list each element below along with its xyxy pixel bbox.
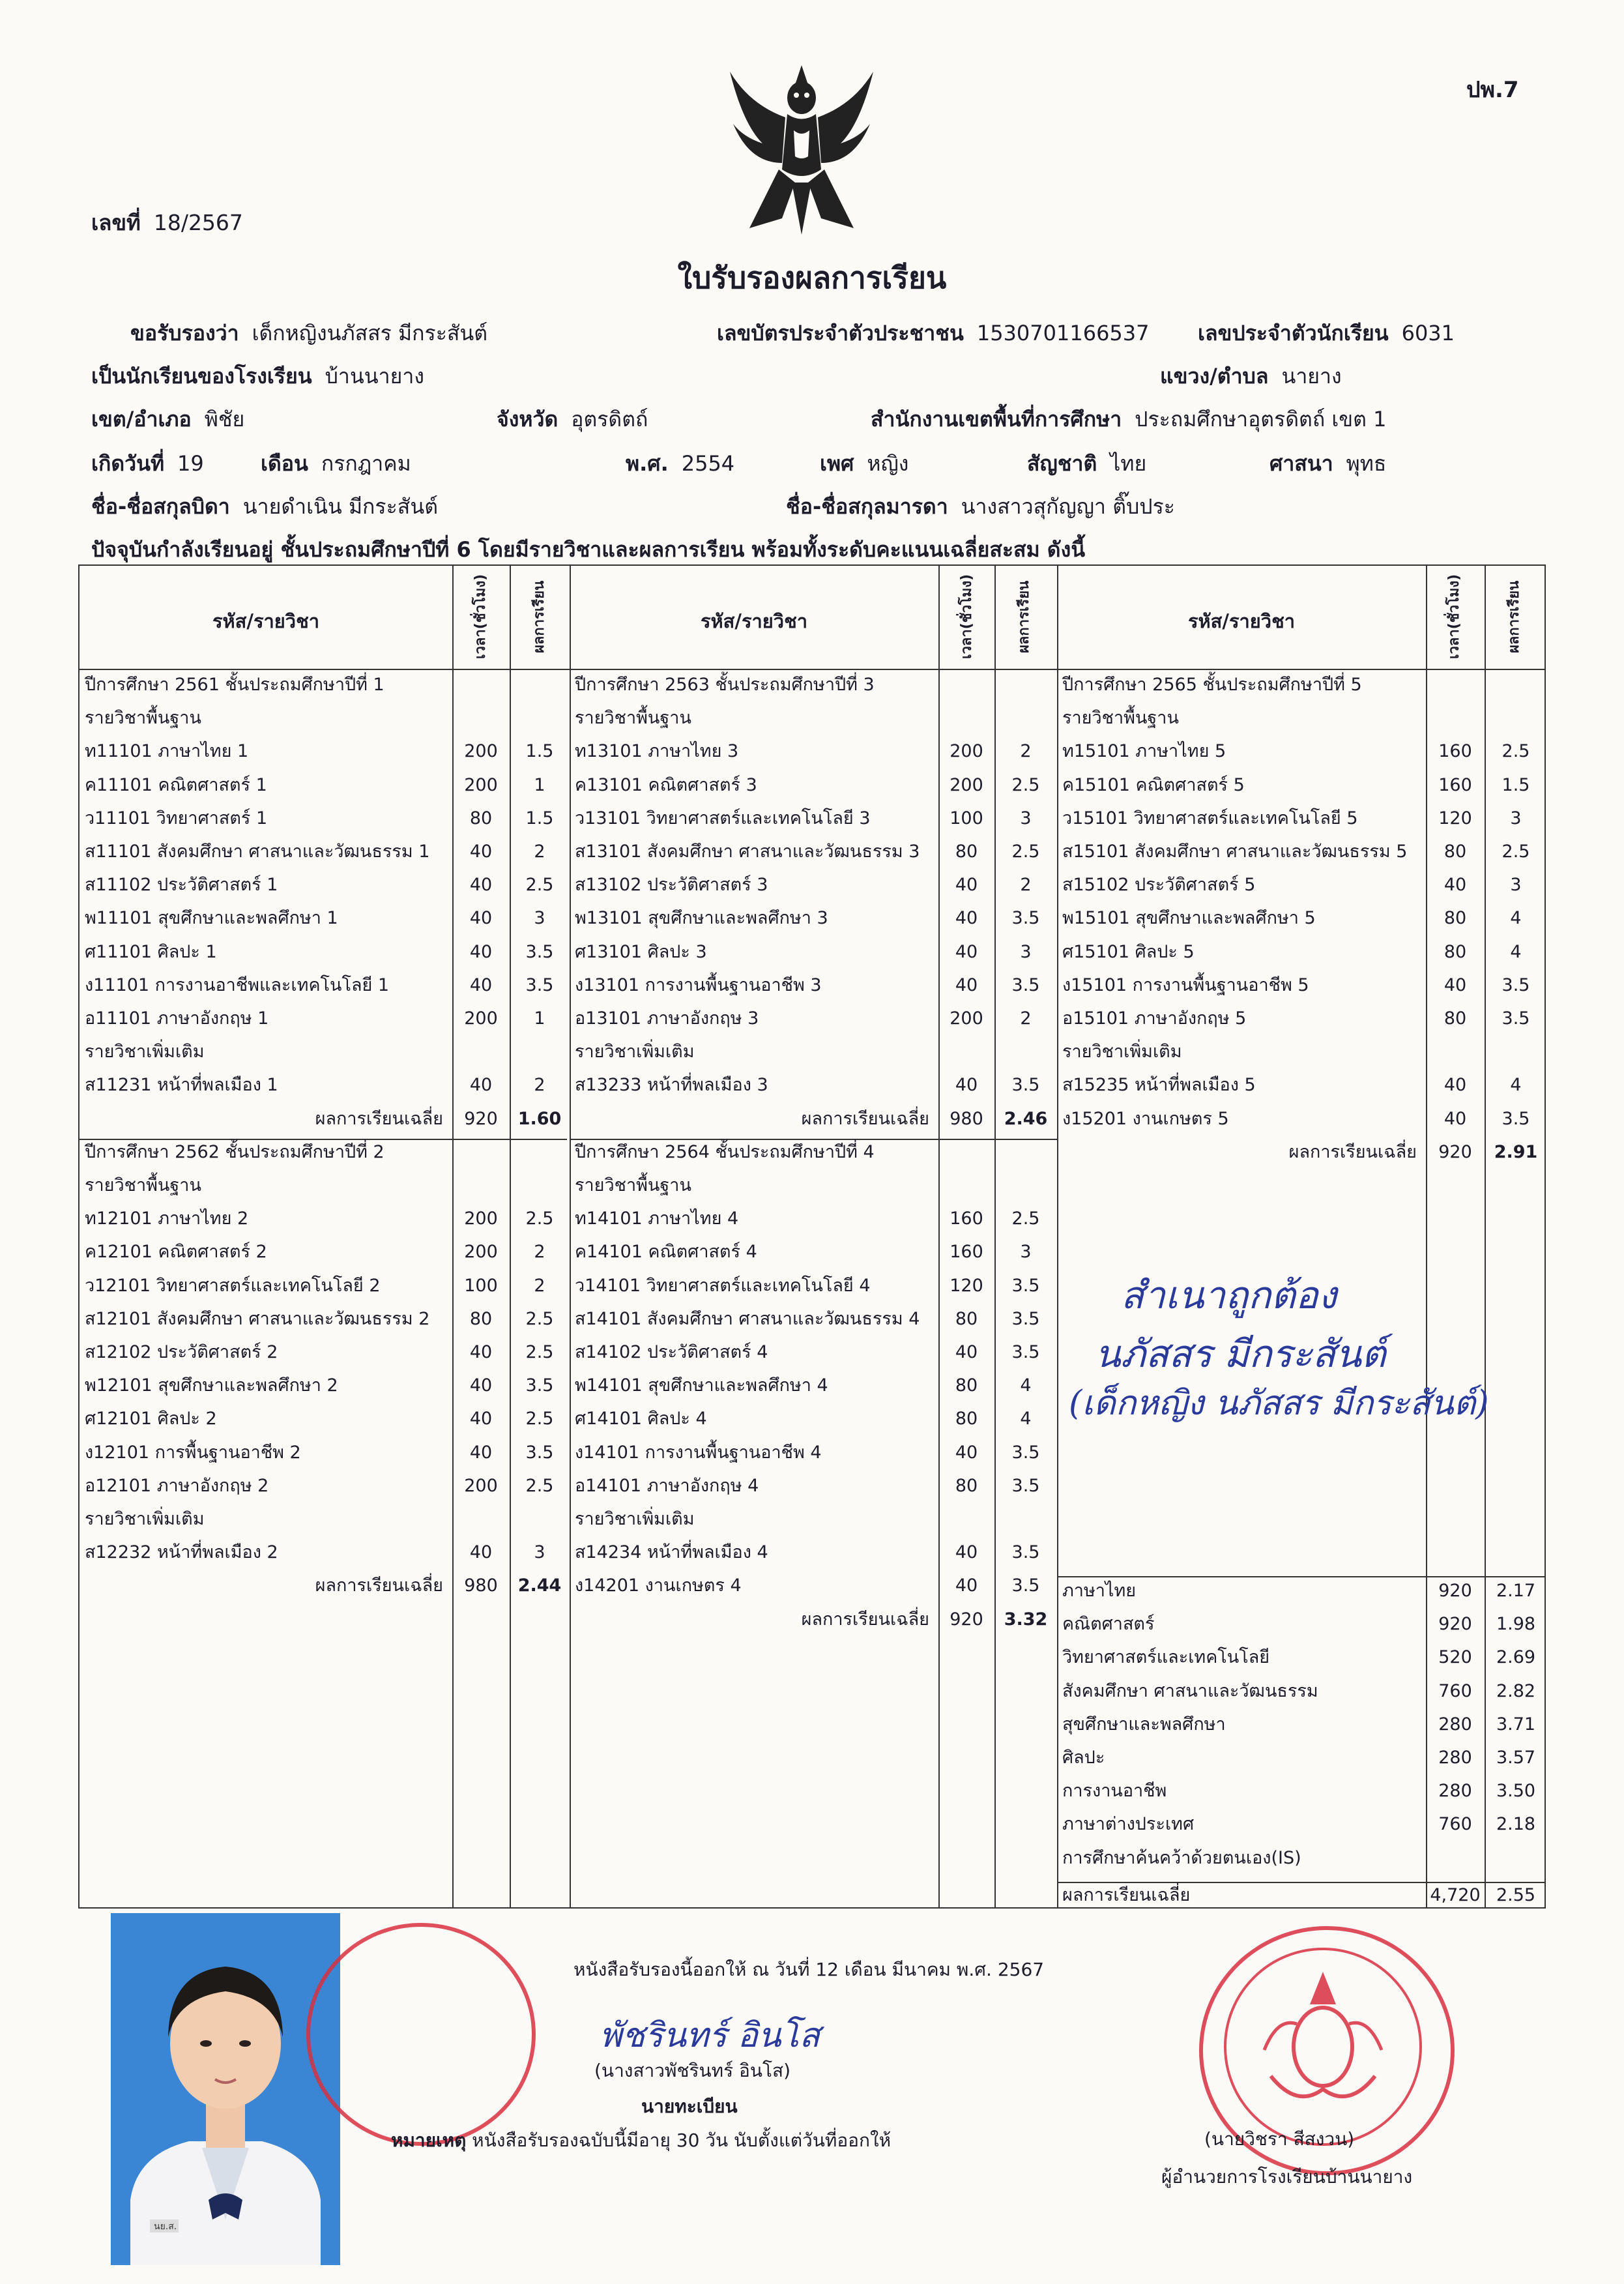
subject-name: ส11101 สังคมศึกษา ศาสนาและวัฒนธรรม 1 (85, 842, 430, 862)
photo-badge: นย.ส. (154, 2221, 177, 2232)
director-name: (นายวิชรา สีสงวน) (1204, 2128, 1355, 2150)
student-photo (111, 1913, 340, 2265)
subject-name: ส13102 ประวัติศาสตร์ 3 (575, 875, 768, 896)
subject-hours: 40 (469, 1342, 493, 1362)
subject-hours: 40 (955, 941, 978, 962)
subject-grade: 3.5 (525, 1375, 554, 1396)
subject-grade: 2.5 (525, 1342, 554, 1362)
subject-name: ส15102 ประวัติศาสตร์ 5 (1062, 875, 1256, 896)
subject-grade: 2 (1020, 1008, 1032, 1029)
summary-top-divider (1057, 1576, 1544, 1577)
handwritten-signature: นภัสสร มีกระสันต์ (1095, 1332, 1386, 1376)
subject-hours: 80 (955, 842, 978, 862)
summary-subject: ภาษาต่างประเทศ (1062, 1814, 1195, 1835)
subject-hours: 40 (955, 974, 978, 995)
summary-hours: 280 (1438, 1714, 1472, 1735)
student-id-line: เลขประจำตัวนักเรียน 6031 (1198, 321, 1455, 345)
table-column-divider (452, 566, 454, 1907)
subject-hours: 120 (950, 1275, 983, 1296)
average-label: ผลการเรียนเฉลี่ย (315, 1575, 443, 1596)
subject-grade: 3.5 (1011, 1475, 1040, 1496)
nationality-line: สัญชาติ ไทย (1027, 451, 1147, 476)
subject-name: ศ14101 ศิลปะ 4 (575, 1409, 707, 1429)
subject-name: ว15101 วิทยาศาสตร์และเทคโนโลยี 5 (1062, 808, 1358, 828)
subject-name: ส11231 หน้าที่พลเมือง 1 (85, 1075, 278, 1096)
year-heading: ปีการศึกษา 2564 ชั้นประถมศึกษาปีที่ 4 (575, 1141, 875, 1162)
extra-label: รายวิชาเพิ่มเติม (1062, 1042, 1182, 1062)
subject-hours: 40 (469, 1375, 493, 1396)
subject-hours: 200 (464, 1475, 498, 1496)
summary-subject: วิทยาศาสตร์และเทคโนโลยี (1062, 1647, 1270, 1668)
subject-grade: 4 (1510, 908, 1522, 929)
birth-day-line: เกิดวันที่ 19 (91, 451, 204, 476)
summary-subject: คณิตศาสตร์ (1062, 1614, 1155, 1635)
subject-grade: 1 (534, 774, 545, 795)
subject-grade: 1 (534, 1008, 545, 1029)
registrar-signature: พัชรินทร์ อินโส (600, 2016, 820, 2055)
subject-grade: 1.5 (525, 741, 554, 762)
director-title: ผู้อำนวยการโรงเรียนบ้านนายาง (1161, 2166, 1413, 2188)
summary-grade: 3.57 (1496, 1748, 1536, 1768)
subject-name: ศ11101 ศิลปะ 1 (85, 941, 217, 962)
year-heading: ปีการศึกษา 2562 ชั้นประถมศึกษาปีที่ 2 (85, 1141, 384, 1162)
subject-grade: 2 (1020, 741, 1032, 762)
subject-grade: 2 (534, 1275, 545, 1296)
subject-name: ส15235 หน้าที่พลเมือง 5 (1062, 1075, 1256, 1096)
subject-grade: 2 (534, 842, 545, 862)
subject-name: อ13101 ภาษาอังกฤษ 3 (575, 1008, 759, 1029)
year-heading: ปีการศึกษา 2561 ชั้นประถมศึกษาปีที่ 1 (85, 675, 384, 695)
subject-name: ค13101 คณิตศาสตร์ 3 (575, 774, 757, 795)
subject-grade: 1.5 (525, 808, 554, 828)
average-label: ผลการเรียนเฉลี่ย (1288, 1141, 1417, 1162)
header-hours-1: เวลา(ชั่วโมง) (472, 574, 489, 660)
subject-grade: 3.5 (1011, 974, 1040, 995)
summary-grade: 2.69 (1496, 1647, 1536, 1668)
subject-grade: 3.5 (525, 1442, 554, 1463)
id-card-number: 1530701166537 (976, 321, 1150, 345)
subject-hours: 160 (950, 1242, 983, 1263)
summary-total-divider (1057, 1882, 1544, 1883)
subject-name: อ11101 ภาษาอังกฤษ 1 (85, 1008, 269, 1029)
table-column-divider (1057, 566, 1058, 1907)
subject-name: อ14101 ภาษาอังกฤษ 4 (575, 1475, 759, 1496)
subject-name: ส12232 หน้าที่พลเมือง 2 (85, 1542, 278, 1563)
extra-label: รายวิชาเพิ่มเติม (85, 1509, 205, 1529)
subject-hours: 80 (469, 1308, 493, 1329)
subject-grade: 3.5 (1501, 1108, 1530, 1129)
subject-hours: 200 (950, 1008, 983, 1029)
subject-grade: 3.5 (1501, 1008, 1530, 1029)
subject-hours: 200 (464, 1208, 498, 1229)
average-grade: 1.60 (517, 1108, 562, 1129)
registrar-name: (นางสาวพัชรินทร์ อินโส) (594, 2060, 791, 2081)
subject-grade: 2.5 (1011, 774, 1040, 795)
subject-name: ว11101 วิทยาศาสตร์ 1 (85, 808, 268, 828)
year-block-divider (80, 1139, 567, 1140)
subject-name: ง14201 งานเกษตร 4 (575, 1575, 742, 1596)
average-label: ผลการเรียนเฉลี่ย (315, 1108, 443, 1129)
summary-grade: 2.18 (1496, 1814, 1536, 1835)
subject-name: ส15101 สังคมศึกษา ศาสนาและวัฒนธรรม 5 (1062, 842, 1408, 862)
subject-hours: 200 (464, 1008, 498, 1029)
subject-grade: 4 (1510, 1075, 1522, 1096)
average-label: ผลการเรียนเฉลี่ย (801, 1609, 929, 1630)
subject-hours: 80 (955, 1409, 978, 1429)
subject-name: ส14102 ประวัติศาสตร์ 4 (575, 1342, 768, 1362)
subject-grade: 3.5 (1011, 1075, 1040, 1096)
subject-hours: 40 (469, 941, 493, 962)
doc-number-value: 18/2567 (153, 210, 243, 235)
subject-grade: 4 (1020, 1375, 1032, 1396)
average-grade: 2.44 (517, 1575, 562, 1596)
certify-line: ขอรับรองว่า เด็กหญิงนภัสสร มีกระสันต์ (130, 321, 488, 345)
table-column-divider (938, 566, 940, 1907)
subject-hours: 40 (469, 1409, 493, 1429)
subject-grade: 1.5 (1501, 774, 1530, 795)
subject-grade: 3.5 (1501, 974, 1530, 995)
summary-grade: 1.98 (1496, 1614, 1536, 1635)
subject-hours: 80 (1443, 842, 1467, 862)
table-header-divider (80, 669, 1544, 670)
summary-total-hours: 4,720 (1430, 1884, 1481, 1905)
subdistrict-line: แขวง/ตำบล นายาง (1160, 364, 1342, 388)
table-column-divider (1426, 566, 1427, 1907)
year-heading: ปีการศึกษา 2565 ชั้นประถมศึกษาปีที่ 5 (1062, 675, 1362, 695)
subject-name: ค14101 คณิตศาสตร์ 4 (575, 1242, 757, 1263)
extra-label: รายวิชาเพิ่มเติม (575, 1509, 695, 1529)
subject-name: พ14101 สุขศึกษาและพลศึกษา 4 (575, 1375, 828, 1396)
summary-grade: 2.82 (1496, 1680, 1536, 1701)
subject-hours: 40 (469, 1442, 493, 1463)
subject-grade: 3.5 (1011, 908, 1040, 929)
subject-hours: 80 (955, 1475, 978, 1496)
province-line: จังหวัด อุตรดิตถ์ (497, 407, 648, 432)
subject-hours: 80 (955, 1308, 978, 1329)
year-block-divider (570, 1139, 1057, 1140)
subject-hours: 80 (469, 808, 493, 828)
average-hours: 920 (950, 1609, 983, 1630)
basic-label: รายวิชาพื้นฐาน (575, 708, 691, 729)
subject-name: ท14101 ภาษาไทย 4 (575, 1208, 739, 1229)
subject-name: ท13101 ภาษาไทย 3 (575, 741, 739, 762)
subject-grade: 2.5 (1501, 741, 1530, 762)
subject-grade: 2.5 (525, 1409, 554, 1429)
subject-name: อ15101 ภาษาอังกฤษ 5 (1062, 1008, 1247, 1029)
subject-hours: 200 (950, 741, 983, 762)
average-label: ผลการเรียนเฉลี่ย (801, 1108, 929, 1129)
subject-name: ง15101 การงานพื้นฐานอาชีพ 5 (1062, 974, 1309, 995)
summary-subject: การงานอาชีพ (1062, 1781, 1167, 1802)
summary-hours: 760 (1438, 1814, 1472, 1835)
subject-hours: 200 (464, 1242, 498, 1263)
subject-hours: 40 (469, 1542, 493, 1563)
subject-grade: 3.5 (1011, 1308, 1040, 1329)
summary-subject: ภาษาไทย (1062, 1581, 1137, 1601)
subject-name: ท11101 ภาษาไทย 1 (85, 741, 249, 762)
summary-hours: 280 (1438, 1748, 1472, 1768)
subject-name: ง12101 การพื้นฐานอาชีพ 2 (85, 1442, 301, 1463)
basic-label: รายวิชาพื้นฐาน (575, 1175, 691, 1195)
student-name: เด็กหญิงนภัสสร มีกระสันต์ (252, 321, 488, 345)
subject-hours: 80 (1443, 908, 1467, 929)
subject-hours: 100 (950, 808, 983, 828)
subject-name: ศ13101 ศิลปะ 3 (575, 941, 707, 962)
summary-total-label: ผลการเรียนเฉลี่ย (1062, 1884, 1191, 1905)
subject-name: พ12101 สุขศึกษาและพลศึกษา 2 (85, 1375, 338, 1396)
subject-grade: 2.5 (1011, 842, 1040, 862)
religion-line: ศาสนา พุทธ (1269, 451, 1387, 476)
student-id: 6031 (1401, 321, 1455, 345)
table-column-divider (1485, 566, 1486, 1907)
office-line: สำนักงานเขตพื้นที่การศึกษา ประถมศึกษาอุตรดิตถ์ เขต 1 (871, 407, 1387, 432)
basic-label: รายวิชาพื้นฐาน (85, 1175, 201, 1195)
school-name: บ้านนายาง (325, 364, 424, 388)
summary-subject: สังคมศึกษา ศาสนาและวัฒนธรรม (1062, 1680, 1318, 1701)
subject-hours: 40 (955, 1075, 978, 1096)
subject-grade: 3 (1510, 808, 1522, 828)
subject-hours: 40 (1443, 875, 1467, 896)
garuda-emblem-icon (723, 52, 880, 241)
subject-hours: 40 (469, 1075, 493, 1096)
subject-grade: 2 (534, 1075, 545, 1096)
summary-subject: ศิลปะ (1062, 1748, 1105, 1768)
subject-hours: 40 (1443, 1108, 1467, 1129)
basic-label: รายวิชาพื้นฐาน (1062, 708, 1179, 729)
average-grade: 3.32 (1004, 1609, 1048, 1630)
subject-hours: 80 (1443, 941, 1467, 962)
subject-name: ง14101 การงานพื้นฐานอาชีพ 4 (575, 1442, 822, 1463)
father-line: ชื่อ-ชื่อสกุลบิดา นายดำเนิน มีกระสันต์ (91, 494, 438, 519)
subject-grade: 3.5 (1011, 1442, 1040, 1463)
subject-name: ว12101 วิทยาศาสตร์และเทคโนโลยี 2 (85, 1275, 381, 1296)
header-hours-2: เวลา(ชั่วโมง) (959, 574, 975, 660)
subject-hours: 80 (1443, 1008, 1467, 1029)
subject-name: ค11101 คณิตศาสตร์ 1 (85, 774, 267, 795)
subject-name: ส13233 หน้าที่พลเมือง 3 (575, 1075, 768, 1096)
subject-hours: 40 (955, 1575, 978, 1596)
subject-name: ง13101 การงานพื้นฐานอาชีพ 3 (575, 974, 822, 995)
average-hours: 920 (1438, 1141, 1472, 1162)
subject-hours: 120 (1438, 808, 1472, 828)
subject-name: ง11101 การงานอาชีพและเทคโนโลยี 1 (85, 974, 390, 995)
header-grade-1: ผลการเรียน (531, 580, 547, 653)
subject-grade: 2.5 (525, 875, 554, 896)
subject-grade: 3 (1020, 941, 1032, 962)
average-grade: 2.91 (1494, 1141, 1538, 1162)
subject-name: ว13101 วิทยาศาสตร์และเทคโนโลยี 3 (575, 808, 871, 828)
subject-grade: 3.5 (1011, 1575, 1040, 1596)
summary-grade: 2.17 (1496, 1581, 1536, 1601)
subject-hours: 160 (1438, 774, 1472, 795)
year-heading: ปีการศึกษา 2563 ชั้นประถมศึกษาปีที่ 3 (575, 675, 875, 695)
subject-name: ส14234 หน้าที่พลเมือง 4 (575, 1542, 768, 1563)
subject-grade: 2.5 (525, 1475, 554, 1496)
subject-hours: 40 (1443, 1075, 1467, 1096)
basic-label: รายวิชาพื้นฐาน (85, 708, 201, 729)
subject-grade: 2 (1020, 875, 1032, 896)
handwritten-full-name: (เด็กหญิง นภัสสร มีกระสันต์) (1069, 1384, 1489, 1423)
table-column-divider (994, 566, 996, 1907)
document-number (91, 205, 243, 240)
subject-grade: 3.5 (525, 974, 554, 995)
sex-line: เพศ หญิง (820, 451, 909, 476)
extra-label: รายวิชาเพิ่มเติม (575, 1042, 695, 1062)
subject-name: ค15101 คณิตศาสตร์ 5 (1062, 774, 1245, 795)
header-subject-2: รหัส/รายวิชา (700, 610, 808, 632)
birth-month-line: เดือน กรกฎาคม (261, 451, 411, 476)
subject-grade: 3.5 (1011, 1542, 1040, 1563)
school-seal-stamp-left (306, 1923, 536, 2146)
subject-name: ส11102 ประวัติศาสตร์ 1 (85, 875, 278, 896)
summary-subject: สุขศึกษาและพลศึกษา (1062, 1714, 1226, 1735)
summary-hours: 520 (1438, 1647, 1472, 1668)
subject-grade: 3.5 (1011, 1275, 1040, 1296)
header-grade-3: ผลการเรียน (1506, 580, 1522, 653)
table-column-divider (510, 566, 511, 1907)
document-title: ใบรับรองผลการเรียน (677, 260, 947, 295)
subject-hours: 200 (464, 774, 498, 795)
subject-grade: 2.5 (1011, 1208, 1040, 1229)
header-grade-2: ผลการเรียน (1016, 580, 1032, 653)
header-subject-3: รหัส/รายวิชา (1187, 610, 1296, 632)
handwritten-certified-copy: สำเนาถูกต้อง (1121, 1273, 1337, 1317)
subject-grade: 2.5 (1501, 842, 1530, 862)
subject-grade: 3 (1510, 875, 1522, 896)
mother-line: ชื่อ-ชื่อสกุลมารดา นางสาวสุกัญญา ติ๊บประ (786, 494, 1175, 519)
subject-hours: 40 (955, 1342, 978, 1362)
average-hours: 920 (464, 1108, 498, 1129)
subject-grade: 3 (534, 908, 545, 929)
subject-hours: 40 (1443, 974, 1467, 995)
district-line: เขต/อำเภอ พิชัย (91, 407, 245, 432)
subject-grade: 2.5 (525, 1208, 554, 1229)
subject-grade: 3.5 (525, 941, 554, 962)
subject-name: พ13101 สุขศึกษาและพลศึกษา 3 (575, 908, 828, 929)
subject-name: พ11101 สุขศึกษาและพลศึกษา 1 (85, 908, 338, 929)
school-line: เป็นนักเรียนของโรงเรียน บ้านนายาง (91, 364, 424, 388)
summary-hours: 920 (1438, 1581, 1472, 1601)
subject-name: ศ12101 ศิลปะ 2 (85, 1409, 217, 1429)
subject-name: ท12101 ภาษาไทย 2 (85, 1208, 249, 1229)
extra-label: รายวิชาเพิ่มเติม (85, 1042, 205, 1062)
subject-hours: 100 (464, 1275, 498, 1296)
average-hours: 980 (950, 1108, 983, 1129)
subject-grade: 3 (1020, 808, 1032, 828)
birth-year-line: พ.ศ. 2554 (626, 451, 735, 476)
subject-hours: 40 (469, 974, 493, 995)
subject-name: ท15101 ภาษาไทย 5 (1062, 741, 1226, 762)
subject-hours: 160 (950, 1208, 983, 1229)
table-column-divider (570, 566, 571, 1907)
subject-name: ส12101 สังคมศึกษา ศาสนาและวัฒนธรรม 2 (85, 1308, 430, 1329)
summary-total-grade: 2.55 (1496, 1884, 1536, 1905)
subject-name: พ15101 สุขศึกษาและพลศึกษา 5 (1062, 908, 1316, 929)
subject-grade: 3 (1020, 1242, 1032, 1263)
subject-grade: 2 (534, 1242, 545, 1263)
subject-grade: 4 (1020, 1409, 1032, 1429)
subject-hours: 40 (955, 908, 978, 929)
current-status: ปัจจุบันกำลังเรียนอยู่ ชั้นประถมศึกษาปีที่ 6 โดยมีรายวิชาและผลการเรียน พร้อมทั้งระดับคะแนนเฉลี่ยสะสม ดังนี้ (91, 537, 1086, 562)
header-hours-3: เวลา(ชั่วโมง) (1446, 574, 1462, 660)
subject-grade: 3.5 (1011, 1342, 1040, 1362)
id-card-line: เลขบัตรประจำตัวประชาชน 1530701166537 (717, 321, 1150, 345)
average-grade: 2.46 (1004, 1108, 1048, 1129)
summary-grade: 3.71 (1496, 1714, 1536, 1735)
subject-name: ง15201 งานเกษตร 5 (1062, 1108, 1229, 1129)
subject-hours: 40 (955, 1542, 978, 1563)
summary-subject: การศึกษาค้นคว้าด้วยตนเอง(IS) (1062, 1847, 1301, 1868)
summary-hours: 760 (1438, 1680, 1472, 1701)
registrar-title: นายทะเบียน (641, 2096, 738, 2117)
subject-name: ค12101 คณิตศาสตร์ 2 (85, 1242, 267, 1263)
subject-hours: 200 (950, 774, 983, 795)
doc-number-label: เลขที่ (91, 210, 141, 235)
subject-name: ส12102 ประวัติศาสตร์ 2 (85, 1342, 278, 1362)
summary-hours: 920 (1438, 1614, 1472, 1635)
subject-hours: 80 (955, 1375, 978, 1396)
subject-hours: 40 (955, 875, 978, 896)
subject-grade: 2.5 (525, 1308, 554, 1329)
subject-hours: 40 (955, 1442, 978, 1463)
subject-grade: 4 (1510, 941, 1522, 962)
form-code: ปพ.7 (1466, 77, 1519, 103)
subject-name: ส13101 สังคมศึกษา ศาสนาและวัฒนธรรม 3 (575, 842, 920, 862)
summary-grade: 3.50 (1496, 1781, 1536, 1802)
subject-name: ส14101 สังคมศึกษา ศาสนาและวัฒนธรรม 4 (575, 1308, 920, 1329)
header-subject-1: รหัส/รายวิชา (212, 610, 320, 632)
average-hours: 980 (464, 1575, 498, 1596)
summary-hours: 280 (1438, 1781, 1472, 1802)
subject-grade: 3 (534, 1542, 545, 1563)
subject-hours: 40 (469, 875, 493, 896)
subject-hours: 40 (469, 908, 493, 929)
issue-date: หนังสือรับรองนี้ออกให้ ณ วันที่ 12 เดือน มีนาคม พ.ศ. 2567 (573, 1959, 1045, 1980)
subject-name: ว14101 วิทยาศาสตร์และเทคโนโลยี 4 (575, 1275, 871, 1296)
subject-hours: 200 (464, 741, 498, 762)
subject-name: ศ15101 ศิลปะ 5 (1062, 941, 1195, 962)
grade-table (78, 564, 1546, 1909)
subject-name: อ12101 ภาษาอังกฤษ 2 (85, 1475, 269, 1496)
subject-hours: 40 (469, 842, 493, 862)
subject-hours: 160 (1438, 741, 1472, 762)
validity-note: หมายเหตุ หนังสือรับรองฉบับนี้มีอายุ 30 วัน นับตั้งแต่วันที่ออกให้ (391, 2130, 892, 2151)
